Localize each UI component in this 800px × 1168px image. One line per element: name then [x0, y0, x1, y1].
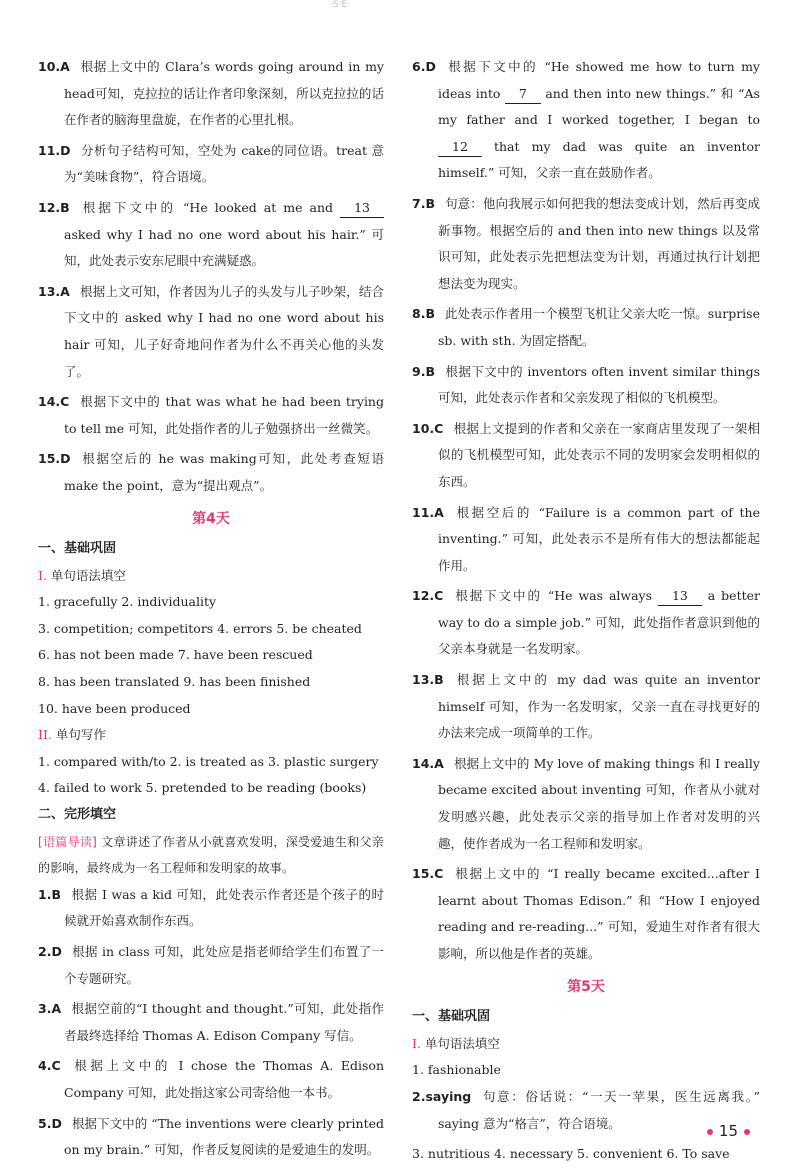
subsection-heading — [38, 563, 384, 590]
item-number: 1. — [38, 886, 52, 902]
answer-item — [38, 446, 384, 499]
item-answer: C — [434, 420, 444, 436]
answer-item — [38, 54, 384, 134]
item-text: 此处表示作者用一个模型飞机让父亲大吃一惊。surprise sb. with sth. 为固定搭配。 — [438, 306, 760, 348]
item-number: 10. — [412, 420, 435, 436]
item-text: 根据空后的 “Failure is a common part of the inventing.” 可知，此处表示不是所有伟大的想法都能起作用。 — [438, 504, 760, 573]
item-number: 2. — [38, 944, 52, 959]
item-answer: saying — [425, 1088, 472, 1104]
answer-line: 8. has been translated 9. has been finished — [38, 674, 311, 690]
blank-number: 12 — [438, 138, 482, 157]
subsection-label: 单句写作 — [55, 727, 106, 743]
answer-item — [38, 279, 384, 385]
answer-item — [412, 359, 760, 412]
item-number: 6. — [412, 59, 426, 74]
item-number: 3. — [38, 1001, 52, 1017]
right-column — [412, 54, 760, 1168]
item-answer: B — [425, 363, 435, 379]
answer-item — [38, 996, 384, 1049]
item-text: a better way to do a simple job.” 可知，此处指作者意识到他的父亲本身就是一名发明家。 — [438, 588, 760, 657]
answer-line: 6. has not been made 7. have been rescued — [38, 647, 313, 663]
item-answer: A — [60, 59, 70, 74]
section-heading: 一、基础巩固 — [38, 541, 117, 557]
blank-number: 13 — [658, 587, 702, 606]
answer-item — [38, 138, 384, 191]
item-number: 4. — [38, 1058, 52, 1074]
page-footer — [701, 1122, 756, 1140]
item-number: 11. — [412, 504, 435, 520]
item-text: 根据下文中的 “The inventions were clearly printed on my brain.” 可知，作者反复阅读的是爱迪生的发明。 — [64, 1115, 384, 1158]
item-number: 13. — [412, 672, 435, 688]
item-text: 根据下文中的 “He looked at me and — [79, 199, 334, 215]
item-text: 根据上文中的 My love of making things 和 I really became excited about inventing 可知，作者从小就对发明感兴趣，此处表示父亲的指导加上作者对发明的兴趣，使作者成为一名工程师和发明家。 — [438, 755, 760, 851]
blank-number: 13 — [340, 199, 384, 218]
answer-item — [38, 939, 384, 992]
answer-line: 10. have been produced — [38, 700, 191, 716]
answer-item — [412, 751, 760, 857]
item-text: 句意：他向我展示如何把我的想法变成计划，然后再变成新事物。根据空后的 and then into new things 以及常识可知，此处表示先把想法变为计划，再通过执行计划把想法变为现实。 — [438, 195, 760, 291]
item-answer: A — [60, 283, 70, 299]
day-5-heading: 第5天 — [567, 978, 605, 995]
dot-icon — [707, 1129, 713, 1135]
top-mark: ·S·E· — [330, 0, 350, 10]
item-number: 7. — [412, 195, 426, 211]
item-text: 根据上文中的 my dad was quite an inventor himself 可知，作为一名发明家，父亲一直在寻找更好的办法来完成一项简单的工作。 — [438, 672, 760, 741]
subsection-label: 单句语法填空 — [424, 1035, 500, 1051]
item-text: asked why I had no one word about his hair.” 可知，此处表示安东尼眼中充满疑惑。 — [64, 226, 384, 269]
roman-numeral: II. — [38, 727, 52, 743]
answer-item — [38, 1053, 384, 1106]
item-number: 9. — [412, 363, 426, 379]
item-text: 分析句子结构可知，空处为 cake的同位语。treat 意为“美味食物”，符合语境。 — [64, 142, 384, 185]
subsection-heading — [412, 1031, 760, 1058]
item-answer: D — [51, 944, 62, 959]
item-number: 12. — [412, 588, 435, 604]
answer-item — [38, 195, 384, 275]
answer-item — [412, 861, 760, 967]
answer-line: 1. fashionable — [412, 1062, 501, 1078]
item-text: 根据上文可知，作者因为儿子的头发与儿子吵架，结合下文中的 asked why I had no one word about his hair 可知，儿子好奇地问作者为什么不再关心他的头发了。 — [64, 283, 384, 379]
answer-item — [412, 667, 760, 747]
item-text: 根据上文提到的作者和父亲在一家商店里发现了一架相似的飞机模型可知，此处表示不同的发明家会发明相似的东西。 — [438, 420, 760, 489]
item-text: 根据上文中的 Clara’s words going around in my head可知，克拉拉的话让作者印象深刻，所以克拉拉的话在作者的脑海里盘旋，在作者的心里扎根。 — [64, 59, 384, 128]
item-text: 根据下文中的 inventors often invent similar things 可知，此处表示作者和父亲发现了相似的飞机模型。 — [438, 363, 760, 406]
answer-item — [412, 583, 760, 663]
item-text: 根据下文中的 “He showed me how to turn my ideas into — [438, 59, 760, 101]
dot-icon — [744, 1129, 750, 1135]
answer-item — [412, 416, 760, 496]
day-4-heading: 第4天 — [192, 510, 230, 527]
item-answer: D — [60, 451, 71, 467]
answer-item — [38, 882, 384, 935]
answer-item — [412, 54, 760, 187]
section-heading: 二、完形填空 — [38, 807, 117, 823]
item-text: 根据下文中的 that was what he had been trying to tell me 可知，此处指作者的儿子勉强挤出一丝微笑。 — [64, 394, 384, 436]
item-answer: D — [51, 1115, 62, 1131]
reading-guide — [38, 829, 384, 882]
item-number: 11. — [38, 142, 61, 158]
item-answer: C — [60, 394, 70, 410]
item-answer: C — [434, 588, 444, 604]
item-number: 15. — [412, 866, 435, 882]
item-answer: A — [434, 504, 444, 520]
answer-line: 3. competition; competitors 4. errors 5. be cheated — [38, 620, 362, 636]
item-number: 14. — [38, 394, 61, 410]
blank-number: 7 — [505, 85, 541, 104]
roman-numeral: I. — [38, 567, 47, 583]
page-number: 15 — [718, 1122, 738, 1140]
item-text: 根据空前的“I thought and thought.”可知，此处指作者最终选择给 Thomas A. Edison Company 写信。 — [64, 1001, 384, 1043]
item-answer: B — [60, 199, 70, 215]
item-text: that my dad was quite an inventor himself.” 可知，父亲一直在鼓励作者。 — [438, 138, 760, 181]
item-answer: D — [60, 142, 71, 158]
left-column — [38, 54, 384, 1168]
item-text: 根据下文中的 “He was always — [453, 588, 653, 604]
item-answer: B — [434, 672, 444, 688]
answer-item — [412, 301, 760, 354]
answer-item — [412, 500, 760, 580]
section-heading: 一、基础巩固 — [412, 1009, 491, 1025]
answer-line: 3. nutritious 4. necessary 5. convenient 6. To save — [412, 1146, 730, 1162]
item-number: 12. — [38, 199, 61, 215]
item-number: 8. — [412, 306, 426, 322]
item-text: 根据 in class 可知，此处应是指老师给学生们布置了一个专题研究。 — [64, 944, 384, 986]
answer-line: 4. failed to work 5. pretended to be reading (books) — [38, 780, 367, 796]
item-answer: C — [51, 1058, 61, 1074]
answer-item — [38, 1111, 384, 1164]
answer-item — [412, 191, 760, 297]
subsection-label: 单句语法填空 — [50, 567, 126, 583]
item-text: 根据 I was a kid 可知，此处表示作者还是个孩子的时候就开始喜欢制作东西。 — [64, 886, 384, 929]
subsection-heading — [38, 722, 384, 749]
answer-line: 1. gracefully 2. individuality — [38, 594, 217, 610]
item-text: and then into new things.” 和 “As my father and I worked together, I began to — [438, 85, 760, 128]
item-answer: B — [425, 306, 435, 322]
item-answer: A — [51, 1001, 62, 1017]
item-text: 根据上文中的 “I really became excited...after I learnt about Thomas Edison.” 和 “How I enjoyed reading and re-reading...” 可知，爱迪生对作者有很大影响，所以他是作者的英雄。 — [438, 866, 760, 961]
guide-text: 文章讲述了作者从小就喜欢发明，深受爱迪生和父亲的影响，最终成为一名工程师和发明家的故事。 — [38, 834, 385, 876]
item-text: 根据空后的 he was making可知，此处考查短语 make the point，意为“提出观点”。 — [64, 451, 384, 493]
item-number: 10. — [38, 59, 61, 74]
item-text: 根据上文中的 I chose the Thomas A. Edison Company 可知，此处指这家公司寄给他一本书。 — [64, 1058, 384, 1100]
item-text: 句意：俗话说：“一天一苹果，医生远离我。” saying 意为“格言”，符合语境。 — [438, 1088, 760, 1131]
item-number: 13. — [38, 283, 61, 299]
item-answer: D — [425, 59, 436, 74]
item-number: 14. — [412, 755, 435, 771]
item-number: 2. — [412, 1088, 426, 1104]
item-number: 15. — [38, 451, 61, 467]
item-answer: B — [51, 886, 61, 902]
roman-numeral: I. — [412, 1035, 421, 1051]
answer-item — [38, 389, 384, 442]
item-answer: C — [434, 866, 444, 882]
guide-tag: [语篇导读] — [38, 834, 98, 849]
answer-line: 1. compared with/to 2. is treated as 3. plastic surgery — [38, 753, 379, 769]
item-answer: B — [425, 195, 435, 211]
item-number: 5. — [38, 1115, 52, 1131]
item-answer: A — [434, 755, 444, 771]
